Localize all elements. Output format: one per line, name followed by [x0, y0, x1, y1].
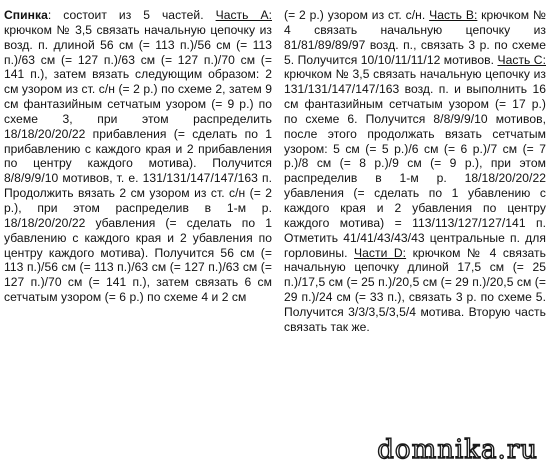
part-a-label: Часть А: — [215, 8, 272, 22]
intro-text: : состоит из 5 частей. — [47, 8, 216, 22]
part-c-text: крючком № 3,5 связать начальную цепочку из 131/131/147/147/163 возд. п. и выполнить 16 см фантазийным сетчатым узором (= 17 р.) по схеме 6. Получится 8/8/9/9/10 мотивов, после этого продолжать вязать сетчатым узором: 5 см (= 5 р.)/6 см (= 6 р.)/7 см (= 7 р.)/8 см (= 8 р.)/9 см (= 9 р.), при этом распределив в 1-м р. 18/18/20/20/22 убавления (= сделать по 1 убавлению с каждого края и 2 убавления по центру каждого мотива) = 113/113/127/127/141 п. Отметить 41/41/43/43/43 центральные п. для горловины. — [284, 67, 546, 260]
part-d-text: крючком № 4 связать начальную цепочку длиной 17,5 см (= 25 п.)/17,5 см (= 25 п.)/20,5 см (= 29 п.)/20,5 см (= 29 п.)/24 см (= 33 п.), связать 3 р. по схеме 5. Получится 3/3/3,5/3,5/4 мотива. Вторую часть связать так же. — [284, 245, 546, 334]
part-a-continuation-text: (= 2 р.) узором из ст. с/н. — [284, 8, 430, 22]
part-c-label: Часть С: — [497, 52, 546, 67]
watermark: domnika.ru — [377, 435, 538, 465]
section-heading: Спинка — [4, 8, 48, 22]
left-text-column — [4, 8, 272, 305]
right-text-column — [284, 8, 546, 335]
part-b-label: Часть В: — [429, 8, 478, 22]
part-d-label: Части D: — [354, 245, 407, 260]
part-a-text: крючком № 3,5 связать начальную цепочку из возд. п. длиной 56 см (= 113 п.)/56 см (= 113 п.)/63 см (= 127 п.)/63 см (= 127 п.)/70 см (= 141 п.), затем вязать следующим образом: 2 см узором из ст. с/н (= 2 р.) по схеме 2, затем 9 см фантазийным сетчатым узором (= 9 р.) по схеме 3, при этом распределить 18/18/20/20/22 прибавления (= сделать по 1 прибавлению с каждого края и 2 прибавления по центру каждого мотива). Получится 8/8/9/9/10 мотивов, т. е. 131/131/147/147/163 п. Продолжить вязать 2 см узором из ст. с/н (= 2 р.), при этом распределив в 1-м р. 18/18/20/20/22 убавления (= сделать по 1 убавлению с каждого края и 2 убавления по центру каждого мотива). Получится 56 см (= 113 п.)/56 см (= 113 п.)/63 см (= 127 п.)/63 см (= 127 п.)/70 см (= 141 п.), затем связать 6 см сетчатым узором (= 6 р.) по схеме 4 и 2 см — [4, 22, 272, 305]
part-b-text: крючком № 4 связать начальную цепочку из 81/81/89/89/97 возд. п., связать 3 р. по схеме 5. Получится 10/10/11/11/12 мотивов. — [284, 8, 546, 67]
